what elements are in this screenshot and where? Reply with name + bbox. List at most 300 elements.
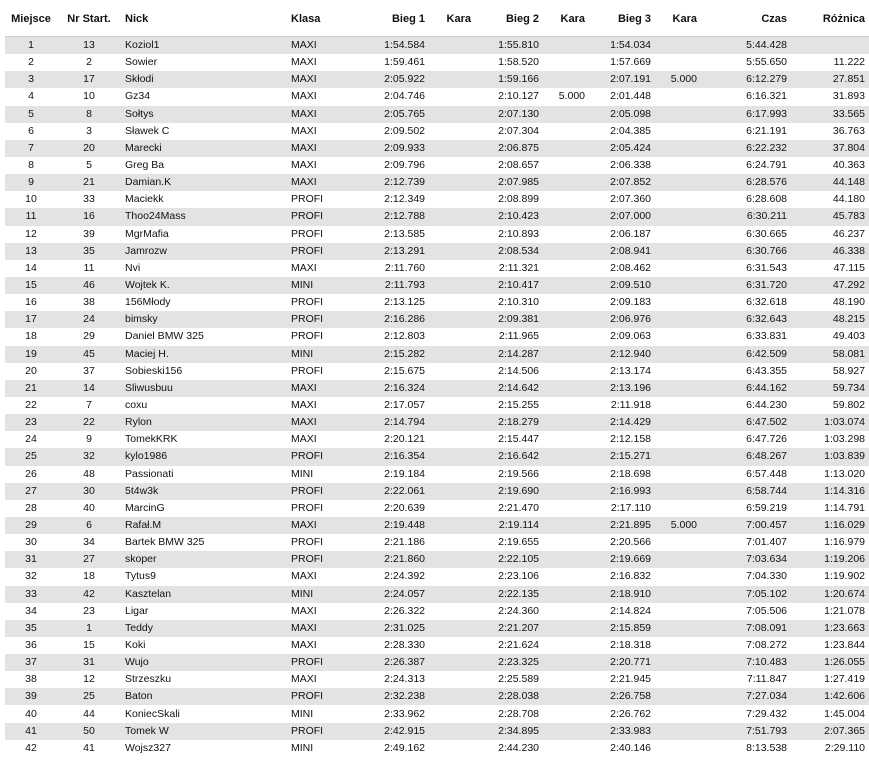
cell-time: 7:03.634 [701,551,791,568]
col-header-start-no: Nr Start. [67,13,111,25]
cell-pen1 [429,654,475,671]
cell-klasa: PROFI [287,483,357,500]
cell-pen2 [543,397,589,414]
cell-start-no: 50 [57,723,121,740]
cell-run3: 2:13.196 [589,380,655,397]
cell-klasa: MINI [287,277,357,294]
cell-pen3 [655,654,701,671]
cell-run2: 2:10.417 [475,277,543,294]
cell-klasa: MAXI [291,673,317,686]
cell-pen1 [429,191,475,208]
cell-pen3 [655,294,701,311]
cell-pen2 [543,226,589,243]
cell-run2: 2:14.506 [498,364,539,377]
cell-run3: 2:15.859 [589,620,655,637]
cell-pen1 [429,705,475,722]
table-row [5,534,869,551]
cell-pen3 [655,328,701,345]
cell-run3: 2:06.338 [610,159,651,172]
table-row [5,551,869,568]
cell-klasa: MAXI [287,140,357,157]
cell-run1: 2:12.739 [357,174,429,191]
table-row [5,671,869,688]
cell-run2: 2:06.875 [475,140,543,157]
cell-time: 7:51.793 [701,723,791,740]
cell-pen2 [543,243,589,260]
table-body [5,37,869,757]
cell-pen3: 5.000 [655,517,701,534]
cell-nick: Nvi [125,261,141,274]
cell-start-no: 40 [83,501,95,514]
cell-diff: 58.081 [791,346,869,363]
cell-start-no: 12 [83,673,95,686]
cell-start-no: 17 [57,71,121,88]
cell-diff: 1:14.791 [824,501,865,514]
cell-pen1 [429,483,475,500]
cell-run2: 2:16.642 [475,448,543,465]
cell-pen2 [543,208,589,225]
cell-start-no: 8 [57,106,121,123]
cell-place: 13 [5,243,57,260]
table-row [5,654,869,671]
cell-place: 21 [5,380,57,397]
cell-run2: 2:10.127 [498,90,539,103]
cell-run1: 2:21.186 [384,536,425,549]
table-row [5,174,869,191]
cell-run2: 2:44.230 [498,741,539,754]
cell-pen1 [429,431,475,448]
cell-pen1 [429,397,475,414]
cell-place: 7 [5,140,57,157]
col-header-diff: Różnica [822,13,865,25]
cell-time: 7:04.330 [746,570,787,583]
cell-run1: 2:26.322 [384,604,425,617]
cell-time: 6:42.509 [701,346,791,363]
cell-pen2 [543,740,589,757]
cell-start-no: 46 [57,277,121,294]
cell-run2: 2:19.114 [475,517,543,534]
cell-place: 4 [28,90,34,103]
cell-run2: 2:10.893 [498,227,539,240]
table-row [5,586,869,603]
cell-time: 6:59.219 [746,501,787,514]
cell-diff: 11.222 [833,56,865,69]
cell-nick: Damian.K [121,174,287,191]
cell-run1: 2:12.349 [384,193,425,206]
cell-run3: 2:14.429 [589,414,655,431]
cell-diff: 46.338 [791,243,869,260]
cell-pen3 [655,397,701,414]
cell-diff: 1:26.055 [791,654,869,671]
cell-time: 6:30.766 [701,243,791,260]
cell-diff: 1:45.004 [824,707,865,720]
cell-nick: Strzeszku [125,673,172,686]
cell-run2: 2:28.708 [498,707,539,720]
cell-pen2 [543,517,589,534]
cell-start-no: 37 [83,364,95,377]
cell-time: 6:31.543 [746,261,787,274]
cell-pen2 [543,328,589,345]
cell-pen3 [655,500,701,517]
col-header-time: Czas [761,13,787,25]
cell-nick: kylo1986 [121,448,287,465]
cell-place: 20 [25,364,37,377]
cell-run3: 2:16.993 [589,483,655,500]
cell-run2: 2:07.130 [475,106,543,123]
col-header-pen3: Kara [672,13,697,25]
cell-diff: 1:14.316 [791,483,869,500]
cell-time: 6:12.279 [701,71,791,88]
cell-klasa: PROFI [291,227,324,240]
cell-run1: 2:12.788 [357,208,429,225]
cell-diff: 31.893 [832,90,865,103]
cell-run1: 2:14.794 [357,414,429,431]
cell-diff: 1:23.663 [791,620,869,637]
cell-place: 24 [25,433,37,446]
cell-run3: 2:06.976 [589,311,655,328]
cell-pen3 [655,688,701,705]
cell-pen1 [429,637,475,654]
cell-pen3 [655,140,701,157]
table-row [5,603,869,620]
cell-place: 31 [5,551,57,568]
cell-time: 5:44.428 [701,37,791,55]
cell-run2: 2:11.321 [498,261,539,274]
cell-klasa: MAXI [291,399,317,412]
cell-pen2 [543,191,589,208]
cell-time: 7:11.847 [746,673,787,686]
cell-pen3 [655,705,701,722]
cell-time: 6:21.191 [746,124,787,137]
cell-time: 7:05.506 [746,604,787,617]
cell-nick: Jamrozw [121,243,287,260]
cell-klasa: MAXI [287,37,357,55]
cell-run3: 2:09.510 [589,277,655,294]
table-row [5,688,869,705]
cell-start-no: 44 [83,707,95,720]
cell-pen1 [429,71,475,88]
cell-place: 32 [25,570,37,583]
cell-pen3 [655,431,701,448]
table-row [5,363,869,380]
cell-run3: 2:12.940 [589,346,655,363]
cell-diff: 45.783 [791,208,869,225]
cell-start-no: 15 [83,638,95,651]
cell-nick: 156Młody [125,296,171,309]
cell-time: 6:28.576 [701,174,791,191]
cell-run3: 2:40.146 [610,741,651,754]
cell-start-no: 32 [57,448,121,465]
table-row [5,243,869,260]
cell-run3: 2:11.918 [610,399,651,412]
cell-time: 6:30.665 [746,227,787,240]
cell-place: 41 [5,723,57,740]
cell-pen3 [655,483,701,500]
cell-pen1 [429,260,475,277]
cell-diff: 1:21.078 [824,604,865,617]
cell-nick: Rafał.M [121,517,287,534]
cell-pen2 [543,71,589,88]
cell-run3: 1:54.034 [589,37,655,55]
cell-run1: 2:24.057 [357,586,429,603]
cell-pen2 [543,54,589,71]
cell-run3: 2:05.424 [589,140,655,157]
cell-start-no: 7 [86,399,92,412]
col-header-run1: Bieg 1 [391,13,425,25]
cell-start-no: 1 [57,620,121,637]
cell-start-no: 21 [57,174,121,191]
cell-pen1 [429,294,475,311]
table-row [5,71,869,88]
cell-run1: 2:16.324 [357,380,429,397]
cell-pen1 [429,380,475,397]
cell-place: 33 [5,586,57,603]
cell-run2: 1:59.166 [475,71,543,88]
cell-run3: 2:15.271 [589,448,655,465]
cell-run1: 2:19.448 [357,517,429,534]
cell-nick: 5t4w3k [121,483,287,500]
cell-start-no: 20 [57,140,121,157]
cell-nick: Kasztelan [121,586,287,603]
cell-pen1 [429,448,475,465]
cell-pen3 [655,740,701,757]
cell-start-no: 11 [83,261,95,274]
col-header-run2: Bieg 2 [505,13,539,25]
cell-diff: 59.734 [791,380,869,397]
cell-diff: 1:19.206 [791,551,869,568]
cell-place: 5 [5,106,57,123]
cell-run3: 2:07.852 [589,174,655,191]
cell-run1: 2:24.313 [384,673,425,686]
cell-klasa: PROFI [287,551,357,568]
cell-time: 6:22.232 [701,140,791,157]
cell-start-no: 38 [83,296,95,309]
cell-nick: Marecki [121,140,287,157]
cell-diff: 33.565 [791,106,869,123]
cell-run1: 2:04.746 [384,90,425,103]
cell-diff: 1:20.674 [791,586,869,603]
cell-diff: 48.190 [832,296,865,309]
cell-run3: 2:18.698 [610,467,651,480]
table-row [5,157,869,174]
cell-place: 39 [5,688,57,705]
cell-diff: 40.363 [832,159,865,172]
cell-start-no: 14 [57,380,121,397]
col-header-run3: Bieg 3 [617,13,651,25]
cell-place: 36 [25,638,37,651]
cell-pen3 [655,363,701,380]
table-row [5,311,869,328]
cell-pen2 [543,620,589,637]
cell-klasa: PROFI [291,330,324,343]
cell-run3: 2:26.758 [589,688,655,705]
cell-diff: 58.927 [832,364,865,377]
cell-place: 25 [5,448,57,465]
cell-time: 6:24.791 [746,159,787,172]
cell-pen3 [655,106,701,123]
cell-run1: 2:26.387 [357,654,429,671]
cell-time: 8:13.538 [746,741,787,754]
cell-start-no: 34 [83,536,95,549]
cell-nick: Sobieski156 [125,364,183,377]
cell-time: 6:33.831 [746,330,787,343]
cell-pen3 [655,723,701,740]
table-row [5,705,869,722]
cell-run3: 2:19.669 [589,551,655,568]
cell-klasa: MAXI [291,159,317,172]
cell-run1: 2:31.025 [357,620,429,637]
cell-pen1 [429,723,475,740]
cell-pen1 [429,500,475,517]
cell-pen2 [543,500,589,517]
cell-place: 14 [25,261,37,274]
cell-run3: 2:18.318 [610,638,651,651]
cell-klasa: MAXI [287,620,357,637]
cell-diff: 1:13.020 [824,467,865,480]
cell-klasa: PROFI [287,654,357,671]
cell-time: 6:57.448 [746,467,787,480]
cell-pen3 [655,586,701,603]
cell-run2: 2:25.589 [498,673,539,686]
cell-pen3 [655,54,701,71]
cell-start-no: 2 [86,56,92,69]
table-row [5,380,869,397]
cell-pen2 [543,380,589,397]
cell-klasa: MINI [287,346,357,363]
cell-pen3 [655,346,701,363]
cell-start-no: 35 [57,243,121,260]
cell-run1: 2:20.639 [384,501,425,514]
cell-pen1 [429,363,475,380]
cell-run1: 2:49.162 [384,741,425,754]
cell-pen3 [655,226,701,243]
cell-run2: 2:21.207 [475,620,543,637]
cell-diff: 49.403 [832,330,865,343]
cell-pen2 [543,586,589,603]
table-row [5,740,869,757]
cell-start-no: 10 [83,90,95,103]
cell-start-no: 31 [57,654,121,671]
cell-klasa: MAXI [291,638,317,651]
cell-run1: 2:09.796 [384,159,425,172]
cell-start-no: 41 [83,741,95,754]
cell-start-no: 18 [83,570,95,583]
cell-time: 7:01.407 [746,536,787,549]
cell-place: 29 [5,517,57,534]
cell-pen3 [655,380,701,397]
cell-run3: 2:09.063 [610,330,651,343]
cell-run1: 2:17.057 [384,399,425,412]
cell-run2: 2:08.657 [498,159,539,172]
cell-run1: 2:13.291 [357,243,429,260]
table-row [5,140,869,157]
cell-pen2 [543,568,589,585]
cell-start-no: 30 [57,483,121,500]
cell-run1: 2:09.933 [357,140,429,157]
cell-time: 7:08.091 [701,620,791,637]
cell-pen2 [543,705,589,722]
cell-klasa: PROFI [291,364,324,377]
table-row [5,54,869,71]
cell-pen1 [429,620,475,637]
cell-pen2 [543,688,589,705]
cell-pen2 [543,123,589,140]
table-row [5,723,869,740]
cell-pen3 [655,568,701,585]
cell-diff: 1:03.074 [791,414,869,431]
cell-pen2 [543,483,589,500]
cell-klasa: MAXI [291,604,317,617]
cell-klasa: MAXI [291,124,317,137]
cell-place: 35 [5,620,57,637]
cell-start-no: 9 [86,433,92,446]
cell-run2: 2:22.135 [475,586,543,603]
cell-time: 6:31.720 [701,277,791,294]
cell-nick: Wujo [121,654,287,671]
cell-place: 28 [25,501,37,514]
cell-start-no: 25 [57,688,121,705]
cell-diff: 2:07.365 [791,723,869,740]
cell-pen3 [655,534,701,551]
cell-pen2 [543,466,589,483]
cell-run2: 2:21.470 [498,501,539,514]
cell-diff: 27.851 [791,71,869,88]
table-row [5,260,869,277]
cell-time: 6:44.230 [746,399,787,412]
cell-nick: Teddy [121,620,287,637]
cell-place: 11 [5,208,57,225]
cell-pen1 [429,688,475,705]
cell-run1: 2:09.502 [384,124,425,137]
cell-klasa: PROFI [287,448,357,465]
cell-pen1 [429,226,475,243]
table-row [5,568,869,585]
cell-run2: 2:08.534 [475,243,543,260]
table-row [5,466,869,483]
table-row [5,191,869,208]
cell-pen3 [655,123,701,140]
cell-nick: bimsky [121,311,287,328]
cell-pen2 [543,637,589,654]
table-row [5,37,869,55]
cell-diff: 44.180 [832,193,865,206]
cell-pen1 [429,346,475,363]
table-row [5,637,869,654]
cell-pen3 [655,208,701,225]
cell-run3: 2:18.910 [589,586,655,603]
col-header-klasa: Klasa [291,13,321,25]
cell-pen1 [429,311,475,328]
cell-nick: coxu [125,399,148,412]
cell-klasa: MAXI [291,433,317,446]
cell-pen2 [543,603,589,620]
cell-run1: 2:15.282 [357,346,429,363]
cell-run1: 2:16.354 [357,448,429,465]
cell-diff: 47.292 [791,277,869,294]
cell-run2: 2:21.624 [498,638,539,651]
cell-place: 42 [25,741,37,754]
cell-run3: 2:21.895 [589,517,655,534]
cell-run1: 2:13.585 [384,227,425,240]
cell-pen2 [543,551,589,568]
cell-pen3 [655,671,701,688]
cell-place: 9 [5,174,57,191]
cell-run3: 2:09.183 [610,296,651,309]
cell-nick: Daniel BMW 325 [125,330,204,343]
cell-diff: 1:03.298 [824,433,865,446]
cell-place: 38 [25,673,37,686]
cell-nick: Wojtek K. [121,277,287,294]
